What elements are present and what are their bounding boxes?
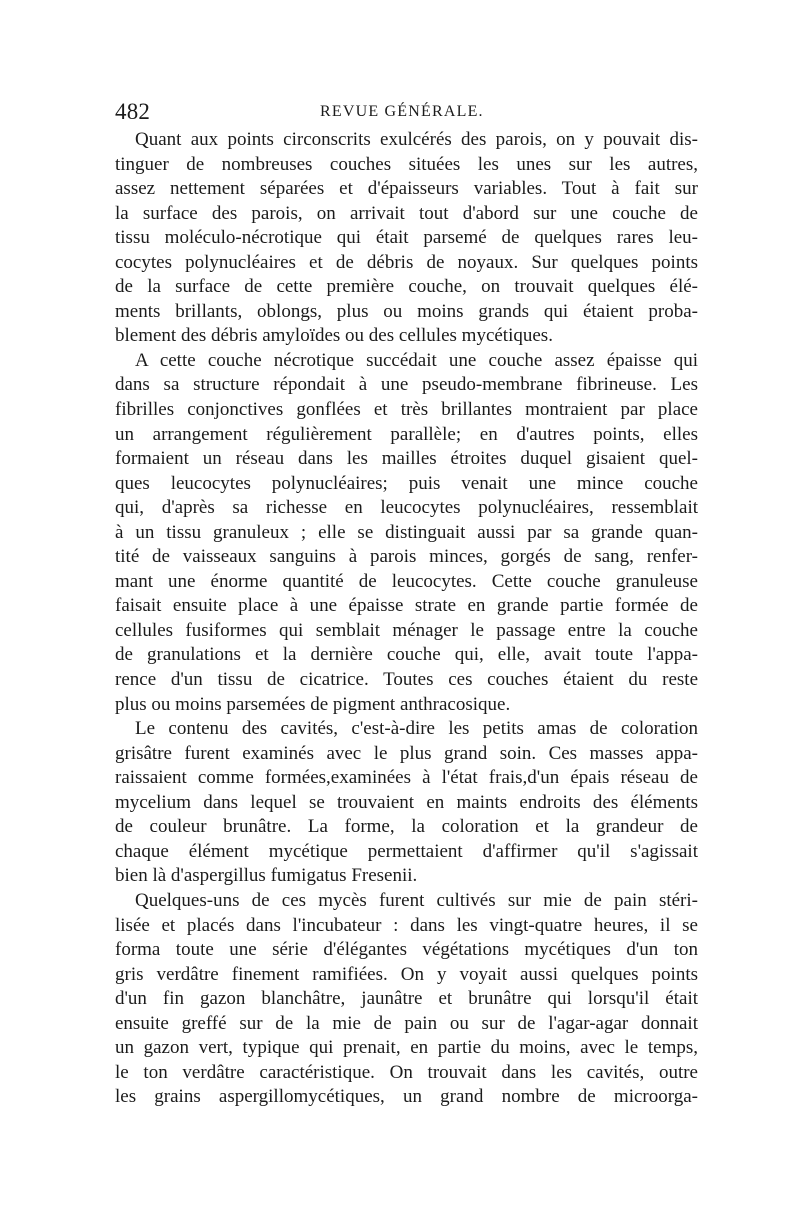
text-line: d'un fin gazon blanchâtre, jaunâtre et brunâtre qui lorsqu'il était [115,988,698,1010]
text-line: raissaient comme formées,examinées à l'état frais,d'un épais réseau de [115,767,698,789]
text-line: mant une énorme quantité de leucocytes. Cette couche granuleuse [115,570,698,592]
text-line: ensuite greffé sur de la mie de pain ou sur de l'agar-agar donnait [115,1012,698,1034]
text-line: de granulations et la dernière couche qui, elle, avait toute l'appa- [115,644,698,666]
text-line: lisée et placés dans l'incubateur : dans les vingt-quatre heures, il se [115,914,698,936]
text-line: tité de vaisseaux sanguins à parois minces, gorgés de sang, renfer- [115,546,698,568]
text-line: grisâtre furent examinés avec le plus grand soin. Ces masses appa- [115,742,698,764]
text-line: tinguer de nombreuses couches situées les unes sur les autres, [115,153,698,175]
text-line: dans sa structure répondait à une pseudo-membrane fibrineuse. Les [115,374,698,396]
text-line: un arrangement régulièrement parallèle; en d'autres points, elles [115,423,698,445]
text-line: Quant aux points circonscrits exulcérés des parois, on y pouvait dis- [135,129,698,150]
text-line: A cette couche nécrotique succédait une couche assez épaisse qui [135,349,698,371]
page-header [115,98,698,126]
text-line: le ton verdâtre caractéristique. On trouvait dans les cavités, outre [115,1061,698,1083]
text-line: ments brillants, oblongs, plus ou moins grands qui étaient proba- [115,300,698,322]
text-line: faisait ensuite place à une épaisse strate en grande partie formée de [115,595,698,617]
text-line: Quelques-uns de ces mycès furent cultivés sur mie de pain stéri- [135,889,698,911]
text-line: assez nettement séparées et d'épaisseurs variables. Tout à fait sur [115,178,698,200]
text-line: mycelium dans lequel se trouvaient en maints endroits des éléments [115,791,698,813]
text-line: de la surface de cette première couche, on trouvait quelques élé- [115,276,698,298]
text-line: blement des débris amyloïdes ou des cellules mycétiques. [115,325,553,347]
running-head: REVUE GÉNÉRALE. [320,103,484,120]
text-line: de couleur brunâtre. La forme, la coloration et la grandeur de [115,816,698,838]
text-line: à un tissu granuleux ; elle se distinguait aussi par sa grande quan- [115,521,698,543]
text-line: chaque élément mycétique permettaient d'affirmer qu'il s'agissait [115,840,698,862]
text-line: formaient un réseau dans les mailles étroites duquel gisaient quel- [115,448,698,470]
text-line: rence d'un tissu de cicatrice. Toutes ces couches étaient du reste [115,669,698,691]
text-line: cellules fusiformes qui semblait ménager le passage entre la couche [115,619,698,641]
body-text [115,128,698,1110]
text-line: la surface des parois, on arrivait tout d'abord sur une couche de [115,202,698,224]
page-number: 482 [115,99,151,124]
text-line: forma toute une série d'élégantes végétations mycétiques d'un ton [115,939,698,961]
text-line: gris verdâtre finement ramifiées. On y voyait aussi quelques points [115,963,698,985]
text-line: cocytes polynucléaires et de débris de noyaux. Sur quelques points [115,251,698,273]
text-line: Le contenu des cavités, c'est-à-dire les petits amas de coloration [135,718,698,740]
text-line: les grains aspergillomycétiques, un grand nombre de microorga- [115,1086,698,1108]
text-line: plus ou moins parsemées de pigment anthracosique. [115,693,511,715]
text-line: bien là d'aspergillus fumigatus Fresenii. [115,865,418,887]
text-line: fibrilles conjonctives gonflées et très brillantes montraient par place [115,399,698,421]
text-line: un gazon vert, typique qui prenait, en partie du moins, avec le temps, [115,1037,698,1059]
text-line: tissu moléculo-nécrotique qui était parsemé de quelques rares leu- [115,227,698,249]
text-line: qui, d'après sa richesse en leucocytes polynucléaires, ressemblait [115,497,698,519]
text-line: ques leucocytes polynucléaires; puis venait une mince couche [115,472,698,494]
